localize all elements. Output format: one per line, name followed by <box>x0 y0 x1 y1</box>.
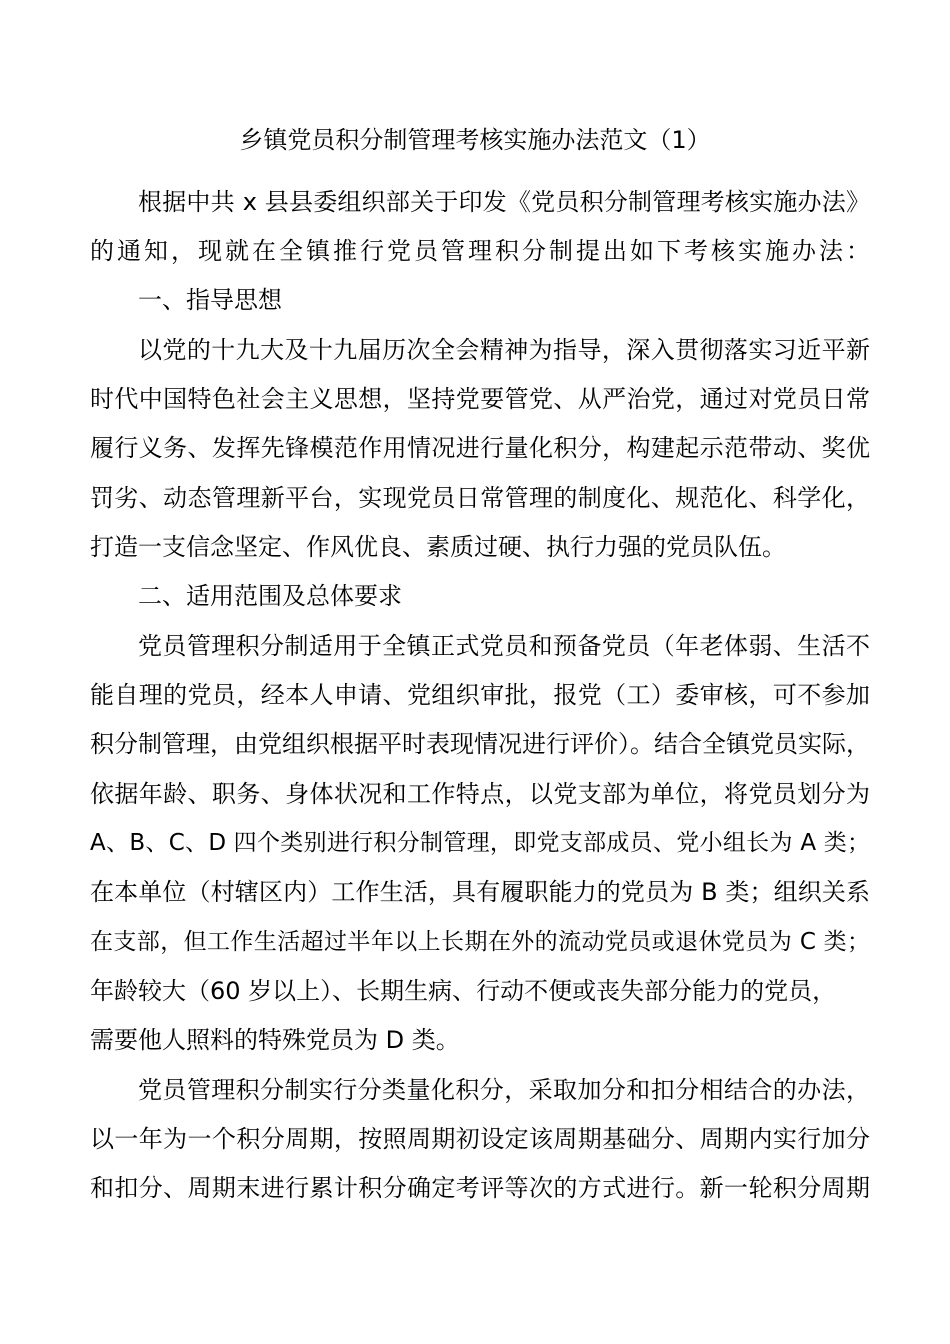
paragraph-line: 积分制管理，由党组织根据平时表现情况进行评价）。结合全镇党员实际， <box>90 730 870 758</box>
paragraph-line: 在支部，但工作生活超过半年以上长期在外的流动党员或退休党员为 C 类； <box>90 929 870 955</box>
paragraph-line: 和扣分、周期末进行累计积分确定考评等次的方式进行。新一轮积分周期 <box>90 1174 870 1202</box>
paragraph-line: 的通知，现就在全镇推行党员管理积分制提出如下考核实施办法： <box>90 237 870 265</box>
paragraph-line: 依据年龄、职务、身体状况和工作特点，以党支部为单位，将党员划分为 <box>90 780 870 808</box>
paragraph-line: 党员管理积分制实行分类量化积分，采取加分和扣分相结合的办法， <box>138 1076 870 1104</box>
paragraph-line: 根据中共 x 县县委组织部关于印发《党员积分制管理考核实施办法》 <box>138 188 870 216</box>
document-title: 乡镇党员积分制管理考核实施办法范文（1） <box>239 126 711 154</box>
paragraph-line: 需要他人照料的特殊党员为 D 类。 <box>90 1026 460 1054</box>
paragraph-line: 在本单位（村辖区内）工作生活，具有履职能力的党员为 B 类；组织关系 <box>90 878 870 906</box>
section-heading: 一、指导思想 <box>138 286 282 314</box>
section-heading: 二、适用范围及总体要求 <box>138 582 402 610</box>
paragraph-line: 能自理的党员，经本人申请、党组织审批，报党（工）委审核，可不参加 <box>90 681 870 709</box>
paragraph-line: A、B、C、D 四个类别进行积分制管理，即党支部成员、党小组长为 A 类； <box>90 830 870 856</box>
paragraph-line: 以一年为一个积分周期，按照周期初设定该周期基础分、周期内实行加分 <box>90 1125 870 1153</box>
paragraph-line: 时代中国特色社会主义思想，坚持党要管党、从严治党，通过对党员日常 <box>90 385 870 413</box>
paragraph-line: 党员管理积分制适用于全镇正式党员和预备党员（年老体弱、生活不 <box>138 632 870 660</box>
paragraph-line: 罚劣、动态管理新平台，实现党员日常管理的制度化、规范化、科学化， <box>90 484 870 512</box>
paragraph-line: 履行义务、发挥先锋模范作用情况进行量化积分，构建起示范带动、奖优 <box>90 434 870 462</box>
paragraph-line: 以党的十九大及十九届历次全会精神为指导，深入贯彻落实习近平新 <box>138 336 870 364</box>
paragraph-line: 年龄较大（60 岁以上）、长期生病、行动不便或丧失部分能力的党员， <box>90 977 837 1005</box>
paragraph-line: 打造一支信念坚定、作风优良、素质过硬、执行力强的党员队伍。 <box>90 533 786 561</box>
